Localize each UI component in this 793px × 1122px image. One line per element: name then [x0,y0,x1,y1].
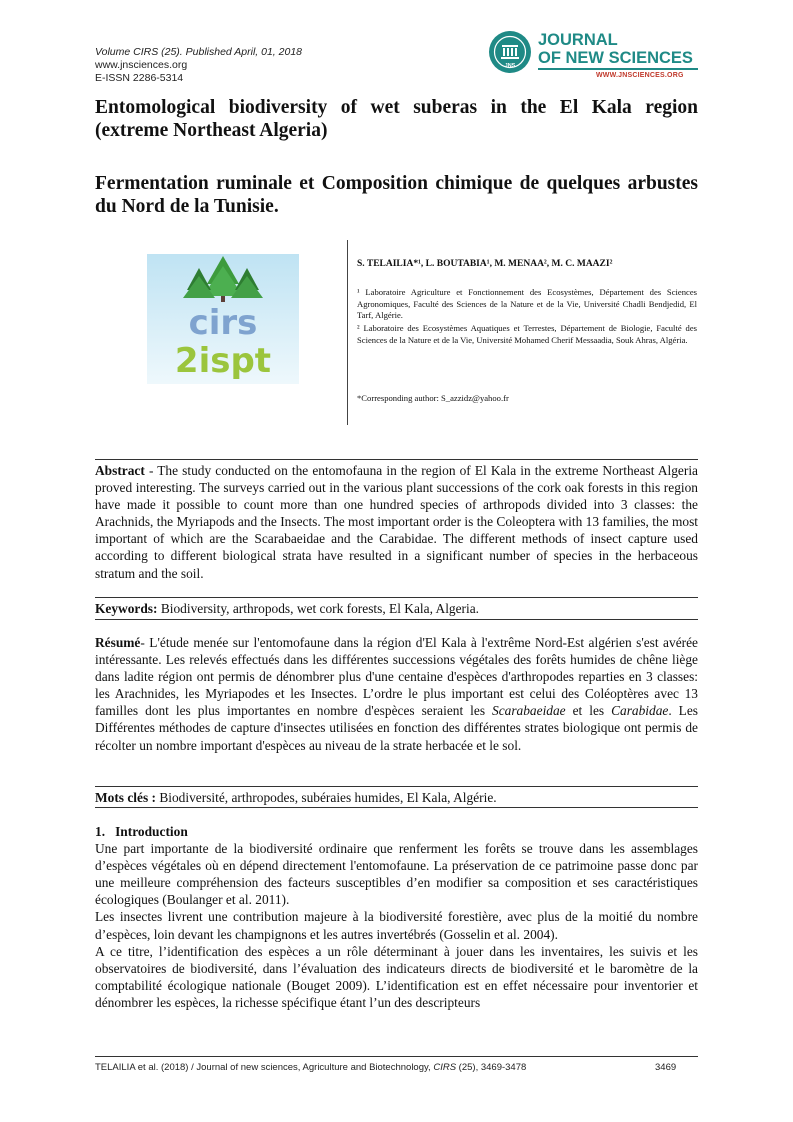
emblem-text: JNS [504,63,516,69]
header-info [95,46,302,85]
mots-cles-text: Biodiversité, arthropodes, subéraies humides, El Kala, Algérie. [155,790,497,805]
main-title: Entomological biodiversity of wet suberas in the El Kala region (extreme Northeast Algeria) [95,97,698,141]
resume-italic-2: Carabidae [611,703,669,719]
introduction-paragraph-3: A ce titre, l’identification des espèces a un rôle déterminant à jouer dans les inventaires, les suivis et les observatoires de biodiversité, dans l’évaluation des indicateurs directs de biodiversité et le baromètre de la comptabilité écologique nationale (Bouget 2009). L’identification est en effet nécessaire pour inventorier et dénombrer les espèces, la richesse spécifique étant l’un des descripteurs [95,943,698,1010]
author-divider [347,240,348,425]
page-number: 3469 [655,1062,677,1073]
footer-citation-italic: CIRS [433,1062,457,1073]
volume-line: Volume CIRS (25). Published April, 01, 2018 [95,46,302,58]
resume-text-2: et les [565,703,612,719]
abstract-paragraph [95,462,698,582]
affiliation-1: ¹ Laboratoire Agriculture et Fonctionnement des Ecosystèmes, Département des Sciences Agronomiques, Faculté des Sciences de la Nature et de la Vie, Université Chadli Bendjedid, El Tarf, Algérie. [357,287,697,321]
introduction-paragraph-1: Une part importante de la biodiversité ordinaire que renferment les forêts se trouve dans les assemblages d’espèces végétales où en dépend directement l'entomofaune. La préservation de ce patrimoine passe donc par une meilleure compréhension des facteurs susceptibles d’en modifier sa composition et ses caractéristiques écologiques (Boulanger et al. 2011). [95,841,698,908]
second-title: Fermentation ruminale et Composition chimique de quelques arbustes du Nord de la Tunisie. [95,173,698,217]
journal-emblem-icon [488,30,532,74]
corresponding-author: *Corresponding author: S_azzidz@yahoo.fr [357,393,509,403]
mots-cles-label: Mots clés : [95,790,156,805]
mots-cles-rule [95,786,698,787]
footer-rule [95,1056,698,1057]
journal-name-line2: OF NEW SCIENCES [538,49,693,67]
keywords-text: Biodiversity, arthropods, wet cork forests, El Kala, Algeria. [157,601,480,616]
abstract-label: Abstract [95,463,145,478]
introduction-paragraph-2: Les insectes livrent une contribution majeure à la biodiversité forestière, avec plus de la moitié du nombre d’espèces, loin devant les champignons et les autres invertébrés (Gosselin et al. 2004). [95,909,698,942]
cirs-logo-image [147,254,299,384]
keywords-rule [95,597,698,598]
cirs-logo [147,254,299,384]
introduction-heading: 1. Introduction [95,824,188,839]
cirs-logo-line2: 2ispt [174,341,272,381]
journal-underline [538,68,698,70]
affiliation-2: ² Laboratoire des Ecosystèmes Aquatiques et Terrestes, Département de Biologie, Faculté des Sciences de la Nature et de la Vie, Université Mohamed Cherif Messaadia, Souk Ahras, Algéria. [357,323,697,345]
resume-italic-1: Scarabaeidae [492,703,566,719]
keywords-paragraph [95,600,698,617]
introduction-section [95,823,698,1011]
abstract-text: - The study conducted on the entomofauna in the region of El Kala in the extreme Northeast Algeria proved interesting. The surveys carried out in the various plant successions of the cork oak forests in this region have made it possible to count more than one hundred species of arthropods divided into 3 classes: the Arachnids, the Myriapods and the Insects. The most important order is the Coleoptera with 13 families, the most important of which are the Scarabaeidae and the Carabidae. The different methods of insect capture used according to different biological strata have resulted in a significant number of species in the herbaceous stratum and the soil. [95,463,698,581]
keywords-label: Keywords: [95,601,158,616]
resume-label: Résumé [95,635,141,650]
resume-paragraph [95,634,698,754]
resume-text-1: - L'étude menée sur l'entomofaune dans la région d'El Kala à l'extrême Nord-Est algérien s'est avérée intéressante. Les relevés effectués dans les différentes successions végétales des forêts humides de chêne liège dans ladite région ont permis de dénombrer plus d'une centaine d'espèces d'arthropodes reparties en 3 classes: les Arachnides, les Myriapodes et les Insectes. L’ordre le plus important est celui des Coléoptères avec 13 familles dont les plus importantes en nombre d'espèces seraient les [95,635,698,719]
journal-url: WWW.JNSCIENCES.ORG [596,72,684,79]
abstract-rule [95,459,698,460]
journal-name-line1: JOURNAL [538,31,618,49]
footer-citation-suffix: (25), 3469-3478 [456,1062,527,1073]
resume-text-3: . Les Différentes méthodes de capture d'insectes utilisées en fonction des différentes strates biologique ont permis de récolter un nombre important d'espèces au niveau de la strate herbacée et le sol. [95,703,698,753]
footer [95,1062,698,1073]
mots-cles-paragraph [95,789,698,806]
footer-citation-prefix: TELAILIA et al. (2018) / Journal of new sciences, Agriculture and Biotechnology, [95,1062,434,1073]
mots-cles-bottom-rule [95,807,698,808]
keywords-bottom-rule [95,619,698,620]
issn-text: E-ISSN 2286-5314 [95,72,184,84]
website-text: www.jnsciences.org [95,59,188,71]
authors-line: S. TELAILIA*¹, L. BOUTABIA¹, M. MENAA², M. C. MAAZI² [357,259,613,269]
cirs-logo-line1: cirs [188,303,258,343]
journal-logo [488,30,700,90]
